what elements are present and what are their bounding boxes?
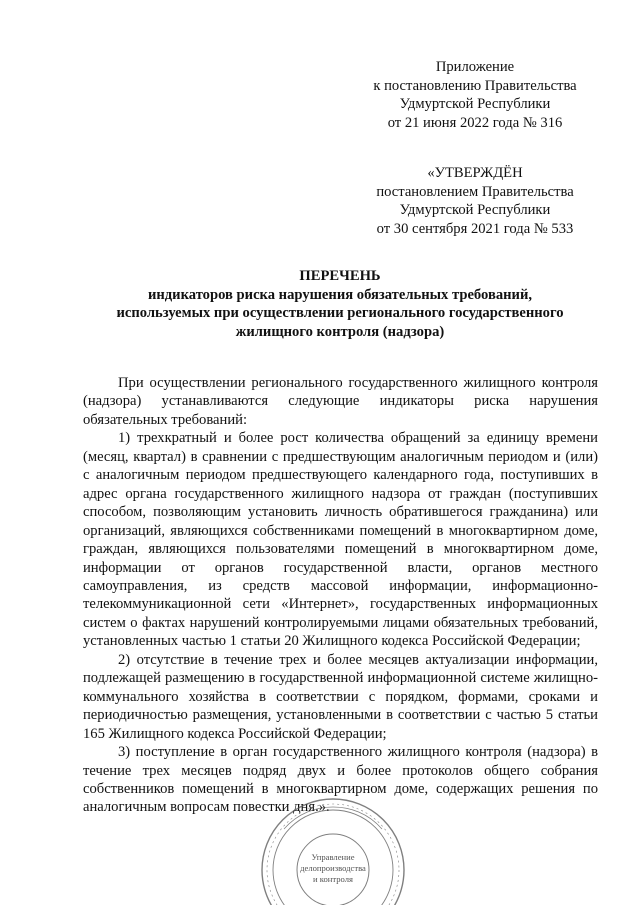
annex-line-3: Удмуртской Республики <box>399 96 551 112</box>
indicator-item-3: 3) поступление в орган государственного жилищного контроля (надзора) в течение трех месяцев подряд двух и более протоколов общего собрания собственников помещений в многоквартирном доме, содержащих решения по аналогичным вопросам повестки дня.». <box>83 744 598 816</box>
approval-line-1: «УТВЕРЖДЁН <box>427 165 523 181</box>
title-line-1: индикаторов риска нарушения обязательных требований, <box>147 286 533 303</box>
approval-block <box>365 164 585 238</box>
stamp-seal-icon <box>258 795 408 905</box>
indicator-item-1: 1) трехкратный и более рост количества обращений за единицу времени (месяц, квартал) в сравнении с предшествующим аналогичным периодом и (или) с аналогичным периодом предшествующего календарного года, поступивших в адрес органа государственного жилищного надзора от граждан (поступивших способом, позволяющим установить личность обратившегося гражданина) или организаций, являющихся собственниками помещений в многоквартирном доме, граждан, являющихся пользователями помещений в многоквартирном доме, информации от органов государственной власти, органов местного самоуправления, из средств массовой информации, информационно-телекоммуникационной сети «Интернет», государственных информационных систем о фактах нарушений контролируемыми лицами обязательных требований, установленных частью 1 статьи 20 Жилищного кодекса Российской Федерации; <box>83 430 598 650</box>
approval-line-3: Удмуртской Республики <box>399 202 551 218</box>
document-body <box>83 374 598 817</box>
office-stamp <box>258 795 408 905</box>
annex-line-2: к постановлению Правительства <box>373 77 577 94</box>
indicator-item-2: 2) отсутствие в течение трех и более месяцев актуализации информации, подлежащей размещению в государственной информационной системе жилищно-коммунального хозяйства в соответствии с порядком, формами, сроками и периодичностью размещения, установленными в соответствии с частью 5 статьи 165 Жилищного кодекса Российской Федерации; <box>83 651 598 742</box>
stamp-text-line-1: Управление <box>311 852 355 862</box>
stamp-text-line-3: и контроля <box>313 874 353 884</box>
approval-line-2: постановлением Правительства <box>376 183 574 200</box>
annex-line-4: от 21 июня 2022 года № 316 <box>387 114 563 131</box>
title-line-3: жилищного контроля (надзора) <box>235 323 445 340</box>
annex-header <box>360 58 590 132</box>
document-title <box>80 267 600 341</box>
title-heading: ПЕРЕЧЕНЬ <box>299 268 381 284</box>
approval-line-4: от 30 сентября 2021 года № 533 <box>376 220 574 237</box>
annex-line-1: Приложение <box>435 59 515 75</box>
stamp-text-line-2: делопроизводства <box>300 863 366 873</box>
intro-paragraph: При осуществлении регионального государственного жилищного контроля (надзора) устанавливаются следующие индикаторы риска нарушения обязательных требований: <box>83 375 598 428</box>
title-line-2: используемых при осуществлении регионального государственного <box>116 305 564 321</box>
